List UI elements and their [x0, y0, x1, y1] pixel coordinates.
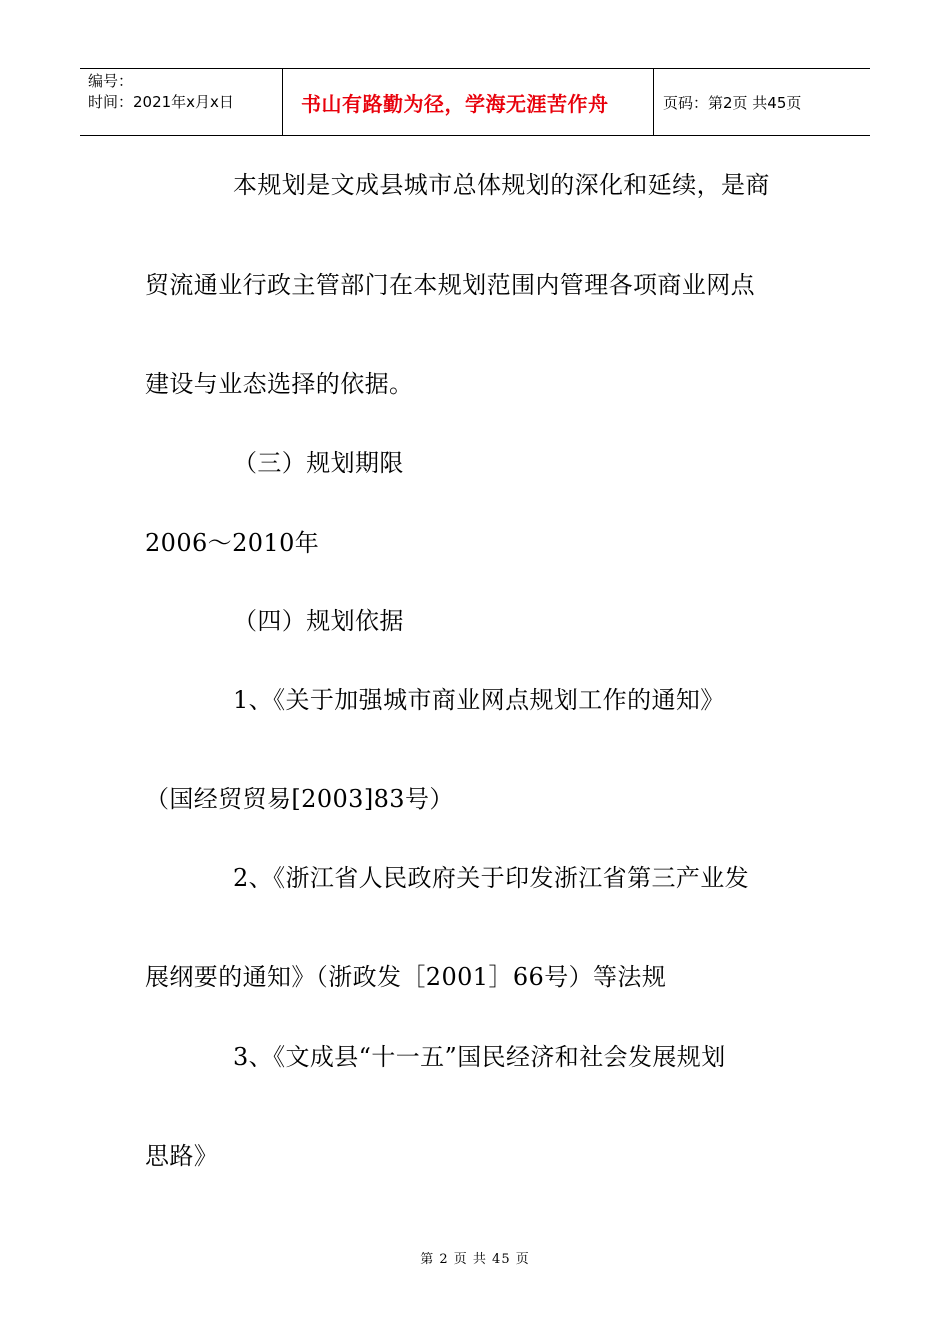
- paragraph-1-line-1: 本规划是文成县城市总体规划的深化和延续，是商: [233, 171, 770, 199]
- paragraph-1-line-2: 贸流通业行政主管部门在本规划范围内管理各项商业网点: [145, 271, 755, 299]
- basis-item-2-line-1: 2、《浙江省人民政府关于印发浙江省第三产业发: [233, 864, 750, 892]
- page-footer: 第 2 页 共 45 页: [420, 1252, 530, 1267]
- section-heading-period: （三）规划期限: [233, 449, 404, 477]
- header-meta: [80, 69, 282, 135]
- document-date: 时间：2021年x月x日: [88, 93, 234, 111]
- document-number-label: 编号：: [88, 72, 134, 90]
- section-heading-basis: （四）规划依据: [233, 607, 404, 635]
- basis-item-1-line-1: 1、《关于加强城市商业网点规划工作的通知》: [233, 686, 725, 714]
- planning-period: 2006～2010年: [145, 529, 320, 557]
- header-page-info: 页码：第2页 共45页: [663, 93, 802, 112]
- basis-item-1-line-2: （国经贸贸易[2003]83号）: [145, 785, 454, 813]
- basis-item-3-line-2: 思路》: [145, 1142, 219, 1170]
- paragraph-1-line-3: 建设与业态选择的依据。: [145, 370, 414, 398]
- basis-item-3-line-1: 3、《文成县“十一五”国民经济和社会发展规划: [233, 1043, 726, 1071]
- basis-item-2-line-2: 展纲要的通知》（浙政发［2001］66号）等法规: [145, 963, 667, 991]
- header-motto: 书山有路勤为径，学海无涯苦作舟: [282, 69, 654, 135]
- page-header: [80, 68, 870, 136]
